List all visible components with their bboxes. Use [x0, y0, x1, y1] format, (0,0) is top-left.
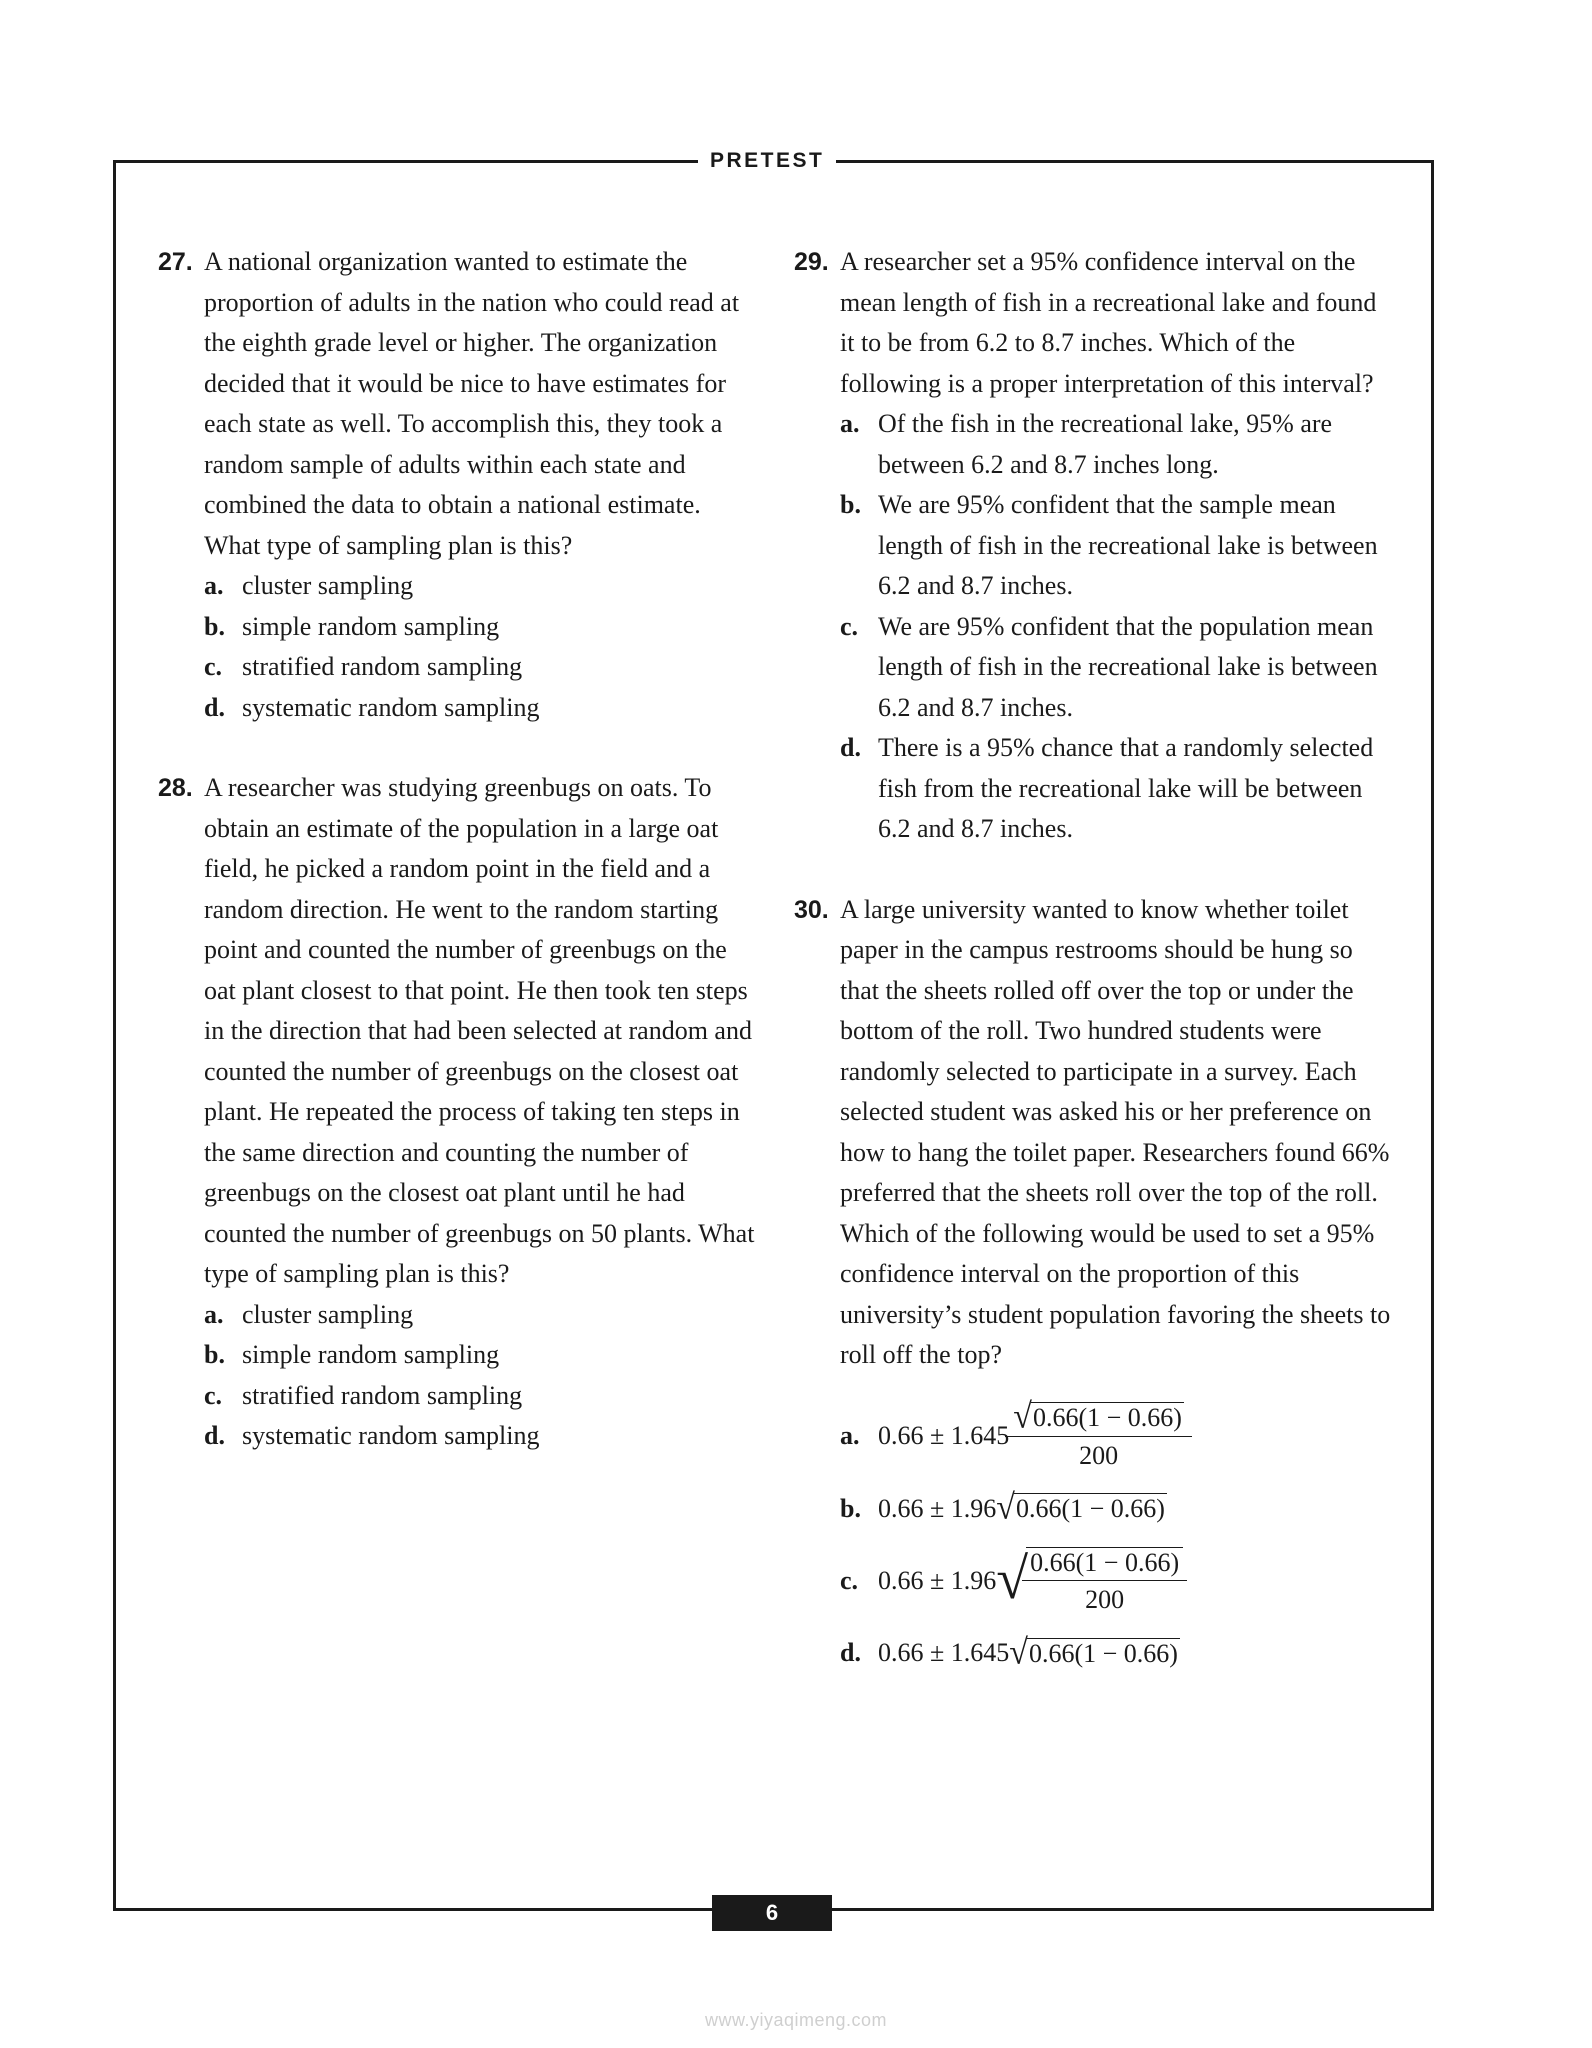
choice-text: Of the fish in the recreational lake, 95% are between 6.2 and 8.7 inches long. [878, 409, 1333, 479]
question-number: 27. [158, 248, 193, 276]
question-body [840, 890, 1394, 1674]
right-column [794, 242, 1394, 1692]
question-text: A national organization wanted to estimate the proportion of adults in the nation who could read at the eighth grade level or higher. The organization decided that it would be nice to have estimates for each state as well. To accomplish this, they took a random sample of adults within each state and combined the data to obtain a national estimate. What type of sampling plan is this? [204, 247, 740, 560]
page-header-label: PRETEST [698, 146, 836, 176]
fraction [1026, 1548, 1183, 1615]
choice-letter: c. [840, 1566, 859, 1595]
choice-letter: b. [204, 611, 225, 641]
formula-lead: 0.66 ± 1.645 [878, 1420, 1010, 1450]
choice-letter: c. [204, 652, 223, 681]
fraction [1009, 1396, 1188, 1471]
radical-sign: √ [1009, 1632, 1028, 1672]
choice-text: simple random sampling [242, 611, 500, 641]
choice-text: cluster sampling [242, 1299, 414, 1329]
question-text: A researcher set a 95% confidence interval on the mean length of fish in a recreational lake and found it to be from 6.2 to 8.7 inches. Which of the following is a proper interpretation of this interval? [840, 247, 1377, 398]
left-column [158, 242, 758, 1457]
numerator: 0.66(1 − 0.66) [1030, 1548, 1180, 1577]
question-29 [794, 242, 1394, 850]
choice-b[interactable] [840, 485, 1394, 607]
radical-sign: √ [996, 1488, 1015, 1528]
choice-letter: b. [204, 1340, 225, 1369]
square-root [1009, 1632, 1180, 1672]
radical-sign: √ [996, 1546, 1029, 1611]
choice-c[interactable] [840, 1547, 1394, 1615]
choice-text: simple random sampling [242, 1340, 500, 1369]
choice-b[interactable] [840, 1489, 1394, 1530]
choice-letter: d. [204, 1421, 225, 1450]
spacer [158, 728, 758, 768]
choice-text: stratified random sampling [242, 652, 523, 681]
choice-a[interactable] [204, 1295, 758, 1336]
question-text: A researcher was studying greenbugs on oats. To obtain an estimate of the population in a large oat field, he picked a random point in the field and a random direction. He went to the random starting point and counted the number of greenbugs on the oat plant closest to that point. He then took ten steps in the direction that had been selected at random and counted the number of greenbugs on the closest oat plant. He repeated the process of taking ten steps in the same direction and counting the number of greenbugs on the closest oat plant until he had counted the number of greenbugs on 50 plants. What type of sampling plan is this? [204, 773, 755, 1288]
choice-text: We are 95% confident that the population mean length of fish in the recreational lake is between 6.2 and 8.7 inches. [878, 611, 1378, 722]
choice-letter: a. [204, 1299, 224, 1329]
choice-d[interactable] [840, 1633, 1394, 1674]
choice-letter: a. [840, 409, 860, 438]
choice-letter: a. [204, 571, 224, 600]
formula-lead: 0.66 ± 1.96 [878, 1565, 997, 1595]
choice-d[interactable] [840, 728, 1394, 850]
question-body [840, 242, 1394, 850]
radical-sign: √ [1013, 1396, 1032, 1436]
answer-choices [204, 1295, 758, 1457]
denominator: 200 [1022, 1580, 1187, 1615]
spacer [794, 850, 1394, 890]
choice-letter: c. [204, 1380, 223, 1410]
formula-lead: 0.66 ± 1.96 [878, 1493, 997, 1523]
choice-letter: a. [840, 1421, 860, 1450]
choice-letter: b. [840, 1493, 861, 1523]
choice-text: stratified random sampling [242, 1380, 523, 1410]
choice-letter: b. [840, 490, 861, 519]
choice-text: We are 95% confident that the sample mean length of fish in the recreational lake is between 6.2 and 8.7 inches. [878, 490, 1378, 600]
choice-c[interactable] [840, 607, 1394, 729]
radicand: 0.66(1 − 0.66) [1028, 1638, 1178, 1668]
choice-b[interactable] [204, 1335, 758, 1376]
choice-text: systematic random sampling [242, 1421, 540, 1450]
question-body [204, 768, 758, 1457]
question-number: 28. [158, 774, 193, 802]
question-body [204, 242, 758, 728]
formula [878, 1489, 1394, 1530]
choice-letter: c. [840, 611, 859, 641]
spacer [840, 1376, 1394, 1394]
formula [878, 1396, 1394, 1471]
denominator: 200 [1005, 1436, 1192, 1471]
formula [878, 1633, 1394, 1674]
choice-letter: d. [840, 733, 861, 762]
choice-a[interactable] [840, 1396, 1394, 1471]
question-27 [158, 242, 758, 728]
question-text: A large university wanted to know whether toilet paper in the campus restrooms should be hung so that the sheets rolled off over the top or under the bottom of the roll. Two hundred students were randomly selected to participate in a survey. Each selected student was asked his or her preference on how to hang the toilet paper. Researchers found 66% preferred that the sheets roll over the top of the roll. Which of the following would be used to set a 95% confidence interval on the proportion of this university’s student population favoring the sheets to roll off the top? [840, 894, 1391, 1369]
page-number: 6 [712, 1895, 832, 1931]
question-28 [158, 768, 758, 1457]
question-number: 30. [794, 895, 829, 924]
radicand: 0.66(1 − 0.66) [1032, 1402, 1182, 1432]
choice-a[interactable] [840, 404, 1394, 485]
square-root [996, 1547, 1183, 1615]
formula [878, 1547, 1394, 1615]
choice-d[interactable] [204, 688, 758, 729]
choice-d[interactable] [204, 1416, 758, 1457]
choice-text: cluster sampling [242, 571, 414, 600]
choice-c[interactable] [204, 647, 758, 688]
watermark-text: www.yiyaqimeng.com [704, 2010, 888, 2030]
choice-text: systematic random sampling [242, 692, 540, 722]
radicand: 0.66(1 − 0.66) [1015, 1494, 1165, 1524]
choice-text: There is a 95% chance that a randomly selected fish from the recreational lake will be between 6.2 and 8.7 inches. [878, 733, 1374, 843]
choice-letter: d. [204, 692, 225, 722]
choice-c[interactable] [204, 1376, 758, 1417]
answer-choices [840, 404, 1394, 850]
formula-lead: 0.66 ± 1.645 [878, 1638, 1010, 1667]
square-root [996, 1488, 1167, 1528]
choice-letter: d. [840, 1638, 861, 1668]
choice-a[interactable] [204, 566, 758, 607]
answer-choices [204, 566, 758, 728]
question-number: 29. [794, 248, 829, 276]
choice-b[interactable] [204, 607, 758, 648]
square-root [1013, 1396, 1184, 1436]
question-30 [794, 890, 1394, 1674]
